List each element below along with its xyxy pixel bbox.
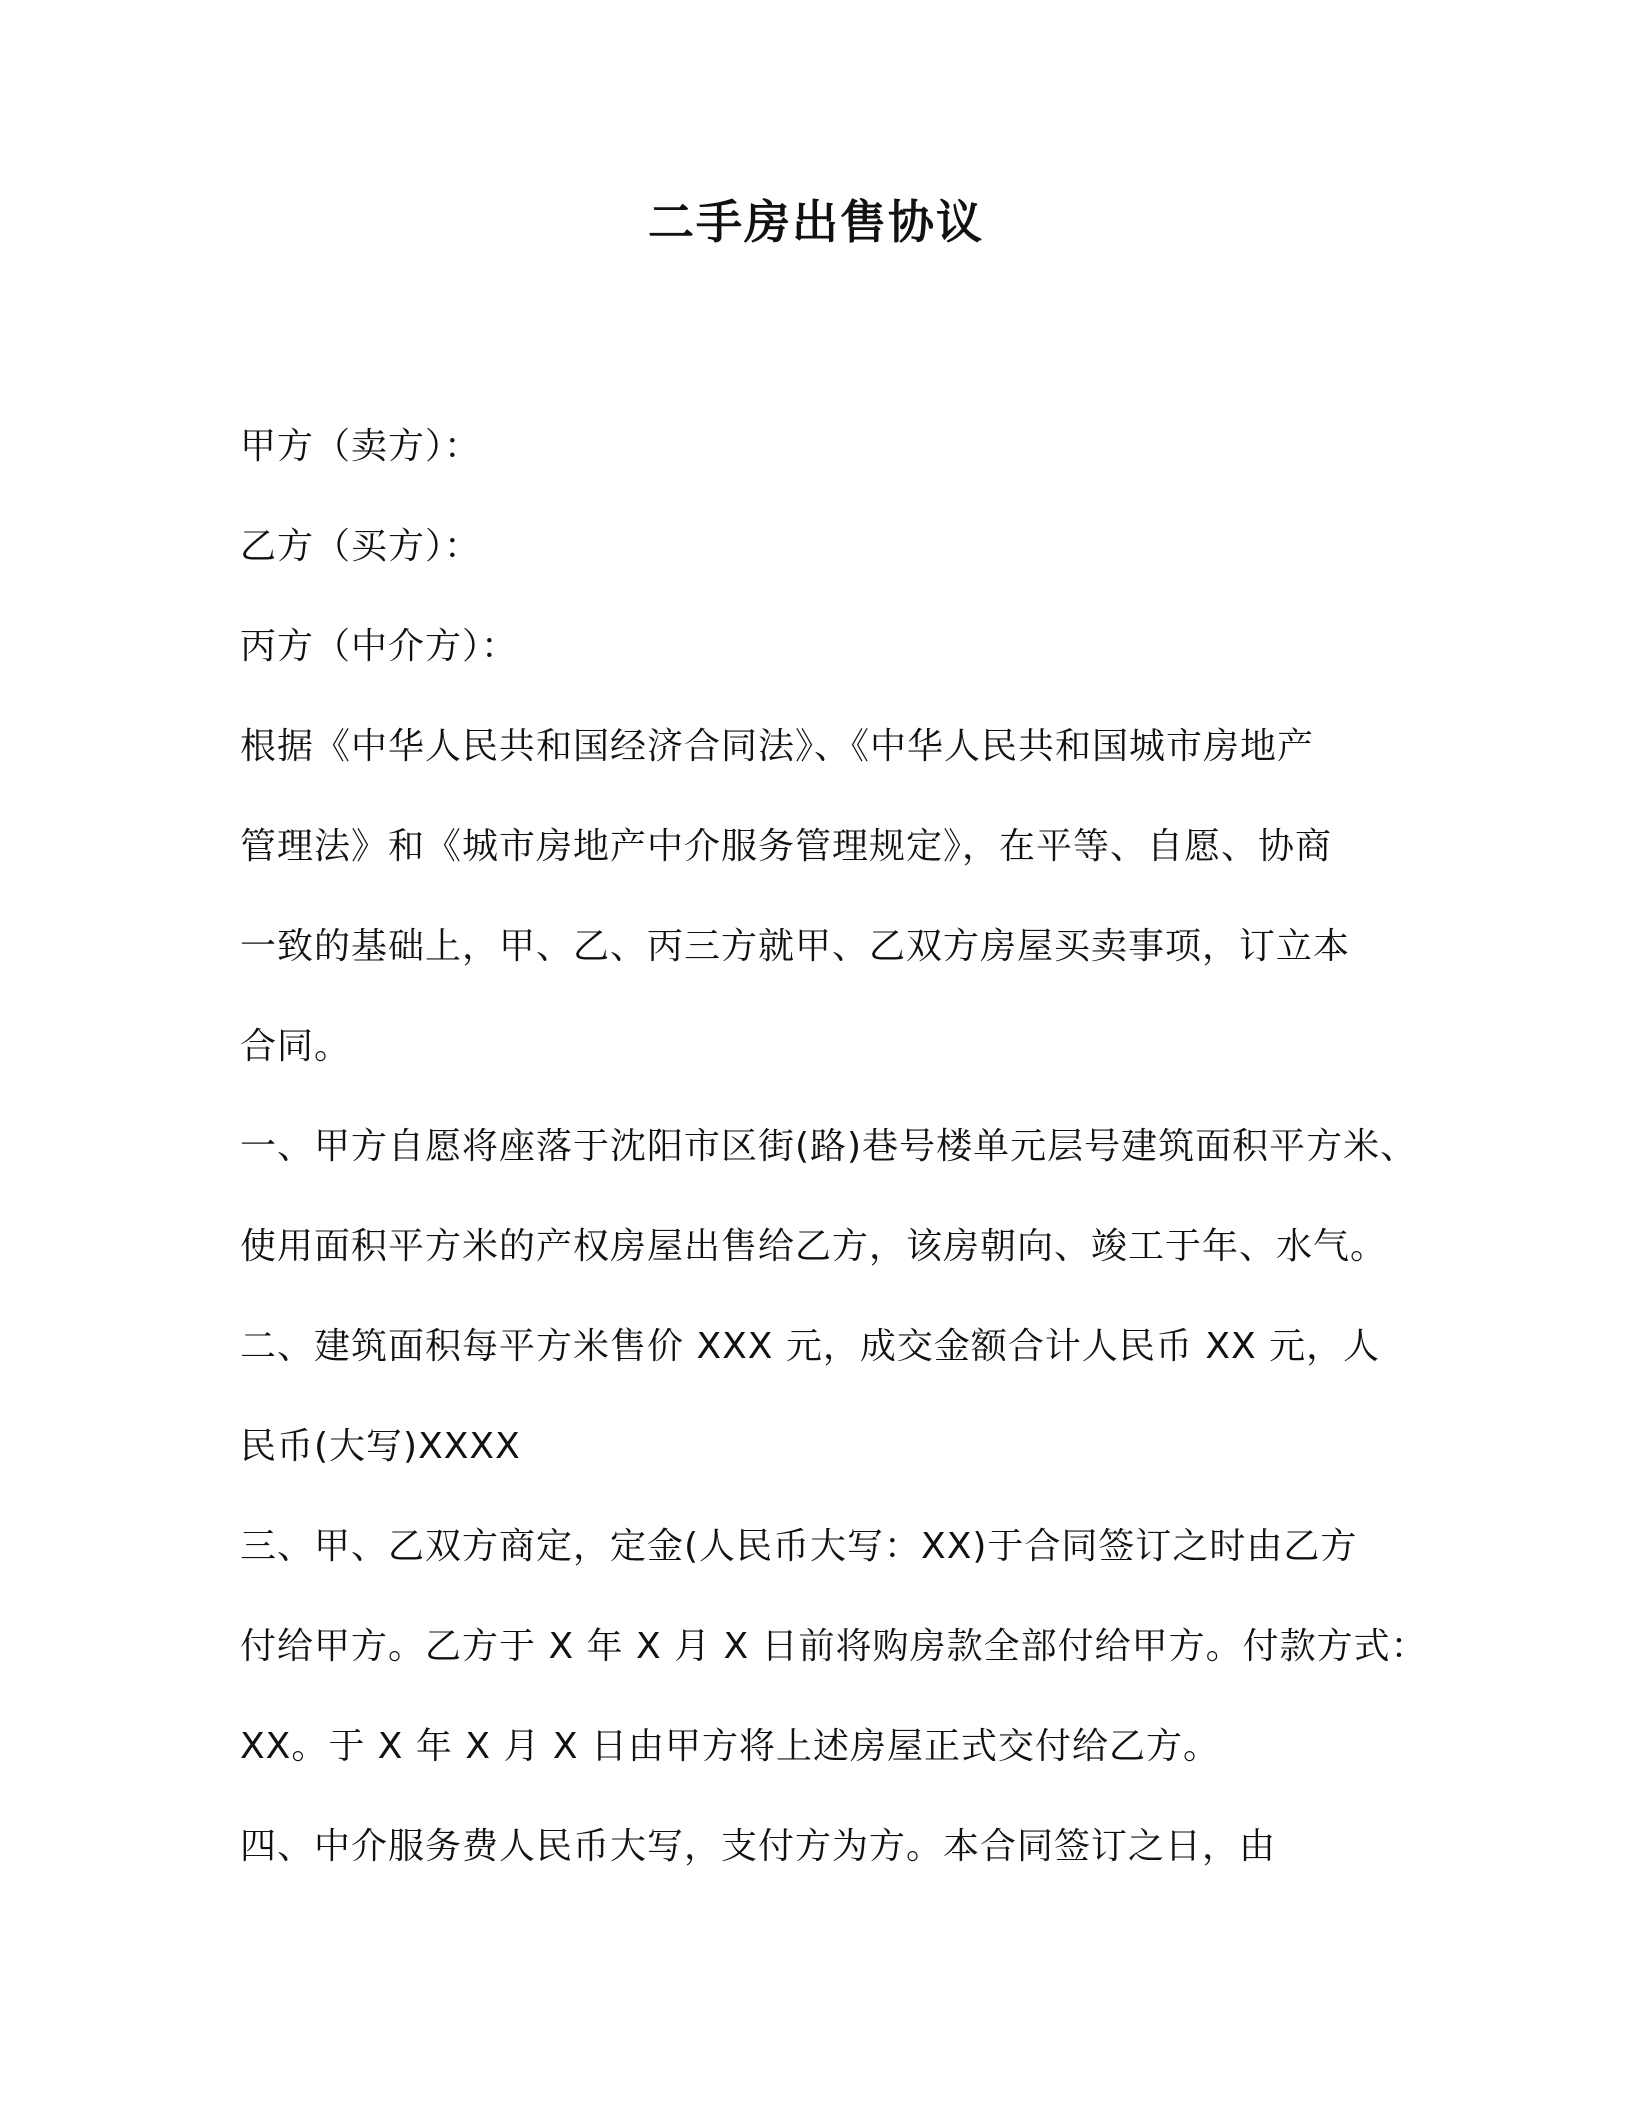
clause-4-line-1: 四、中介服务费人民币大写，支付方为方。本合同签订之日，由 [240, 1826, 1277, 1867]
preamble-line-1: 根据《中华人民共和国经济合同法》、《中华人民共和国城市房地产 [240, 726, 1315, 767]
clause-1-line-2: 使用面积平方米的产权房屋出售给乙方，该房朝向、竣工于年、水气。 [240, 1226, 1388, 1267]
preamble-line-2: 管理法》和《城市房地产中介服务管理规定》，在平等、自愿、协商 [240, 826, 1333, 867]
clause-1-line-1: 一、甲方自愿将座落于沈阳市区街(路)巷号楼单元层号建筑面积平方米、 [240, 1126, 1418, 1167]
preamble-line-4: 合同。 [240, 1026, 352, 1067]
clause-3-line-2: 付给甲方。乙方于 X 年 X 月 X 日前将购房款全部付给甲方。付款方式： [240, 1626, 1428, 1667]
document-title: 二手房出售协议 [648, 195, 984, 249]
clause-3-line-3: XX。于 X 年 X 月 X 日由甲方将上述房屋正式交付给乙方。 [240, 1726, 1220, 1767]
party-a-line: 甲方（卖方）： [240, 426, 482, 467]
clause-3-line-1: 三、甲、乙双方商定，定金(人民币大写：XX)于合同签订之时由乙方 [240, 1526, 1358, 1567]
preamble-line-3: 一致的基础上，甲、乙、丙三方就甲、乙双方房屋买卖事项，订立本 [240, 926, 1351, 967]
clause-2-line-2: 民币(大写)XXXX [240, 1426, 521, 1467]
party-b-line: 乙方（买方）： [240, 526, 482, 567]
clause-2-line-1: 二、建筑面积每平方米售价 XXX 元，成交金额合计人民币 XX 元，人 [240, 1326, 1381, 1367]
party-c-line: 丙方（中介方）： [240, 626, 519, 667]
